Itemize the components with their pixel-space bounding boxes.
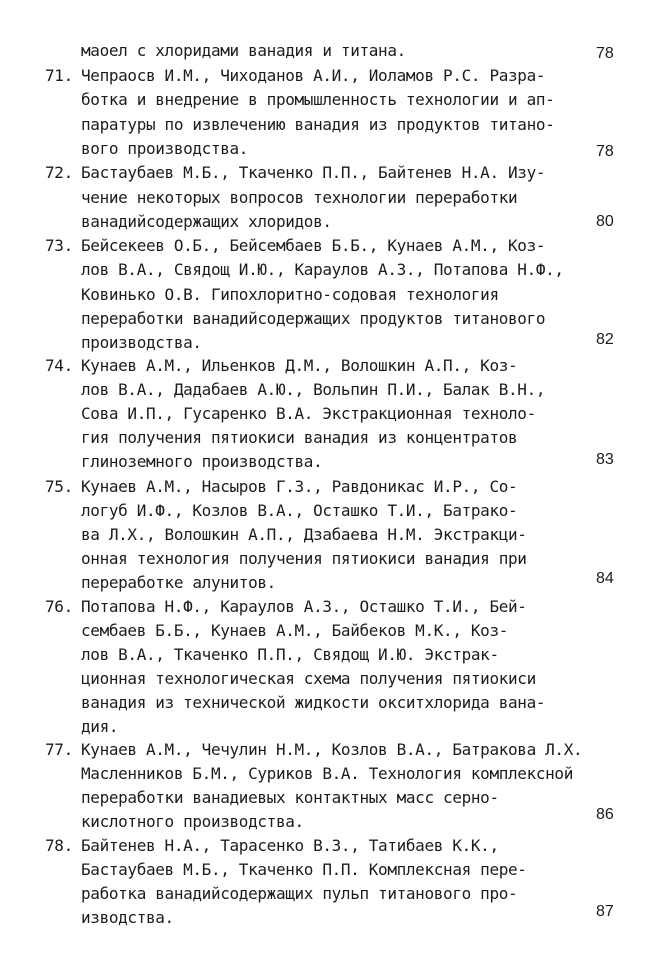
entry-line: онная технология получения пятиокиси ванадия при	[81, 549, 527, 568]
entry-line: вого производства.	[81, 139, 249, 158]
entry-number: 72.	[45, 163, 73, 182]
entry-line: ционная технологическая схема получения пятиокиси	[81, 669, 536, 688]
entry-line: лов В.А., Свядощ И.Ю., Караулов А.З., Потапова Н.Ф.,	[81, 260, 564, 279]
page-number: 78	[596, 45, 614, 62]
page-number: 82	[596, 331, 614, 348]
page-number: 78	[596, 143, 614, 160]
entry-line: Кунаев А.М., Насыров Г.З., Равдоникас И.Р., Со-	[81, 477, 518, 496]
entry-line: глиноземного производства.	[81, 452, 323, 471]
entry-number: 77.	[45, 740, 73, 759]
entry-line: лов В.А., Дадабаев А.Ю., Вольпин П.И., Балак В.Н.,	[81, 380, 546, 399]
entry-line: переработки ванадиевых контактных масс серно-	[81, 788, 499, 807]
entry-line: работка ванадийсодержащих пульп титанового про-	[81, 884, 518, 903]
entry-number: 75.	[45, 477, 73, 496]
entry-line: Кунаев А.М., Ильенков Д.М., Волошкин А.П., Коз-	[81, 356, 518, 375]
entry-line: лов В.А., Ткаченко П.П., Свядощ И.Ю. Экстрак-	[81, 645, 499, 664]
entry-line: Бейсекеев О.Б., Бейсембаев Б.Б., Кунаев А.М., Коз-	[81, 236, 546, 255]
page-number: 84	[596, 570, 614, 587]
entry-number: 74.	[45, 356, 73, 375]
entry-line: Кунаев А.М., Чечулин Н.М., Козлов В.А., Батракова Л.Х.	[81, 740, 583, 759]
page-number: 83	[596, 451, 614, 468]
entry-line: изводства.	[81, 908, 174, 927]
entry-line: гия получения пятиокиси ванадия из концентратов	[81, 428, 518, 447]
page-number: 87	[596, 903, 614, 920]
entry-line: ботка и внедрение в промышленность технологии и ап-	[81, 90, 555, 109]
entry-line: дия.	[81, 717, 119, 736]
entry-line: чение некоторых вопросов технологии переработки	[81, 188, 518, 207]
entry-line: паратуры по извлечению ванадия из продуктов титано-	[81, 115, 555, 134]
entry-line: Масленников Б.М., Суриков В.А. Технология комплексной	[81, 764, 573, 783]
entry-line: Чепраосв И.М., Чиходанов А.И., Иоламов Р.С. Разра-	[81, 66, 546, 85]
entry-line: ванадия из технической жидкости окситхлорида вана-	[81, 693, 546, 712]
page-number: 80	[596, 213, 614, 230]
entry-line: Потапова Н.Ф., Караулов А.З., Осташко Т.И., Бей-	[81, 597, 527, 616]
entry-line: переработке алунитов.	[81, 573, 276, 592]
entry-line: Байтенев Н.А., Тарасенко В.З., Татибаев К.К.,	[81, 836, 499, 855]
entry-number: 71.	[45, 66, 73, 85]
entry-number: 73.	[45, 236, 73, 255]
entry-line: Сова И.П., Гусаренко В.А. Экстракционная техноло-	[81, 404, 536, 423]
entry-line: Ковинько О.В. Гипохлоритно-содовая технология	[81, 285, 499, 304]
entry-line: Бастаубаев М.Б., Ткаченко П.П., Байтенев Н.А. Изу-	[81, 163, 546, 182]
page-number: 86	[596, 806, 614, 823]
entry-line: ва Л.Х., Волошкин А.П., Дзабаева Н.М. Экстракци-	[81, 525, 527, 544]
entry-line: Бастаубаев М.Б., Ткаченко П.П. Комплексная пере-	[81, 860, 527, 879]
entry-line: переработки ванадийсодержащих продуктов титанового	[81, 309, 546, 328]
entry-line: сембаев Б.Б., Кунаев А.М., Байбеков М.К., Коз-	[81, 621, 509, 640]
entry-line: ванадийсодержащих хлоридов.	[81, 212, 332, 231]
entry-line: маоел с хлоридами ванадия и титана.	[81, 41, 406, 60]
entry-line: кислотного производства.	[81, 812, 304, 831]
entry-line: производства.	[81, 333, 202, 352]
entry-number: 78.	[45, 836, 73, 855]
entry-number: 76.	[45, 597, 73, 616]
entry-line: логуб И.Ф., Козлов В.А., Осташко Т.И., Батрако-	[81, 501, 518, 520]
